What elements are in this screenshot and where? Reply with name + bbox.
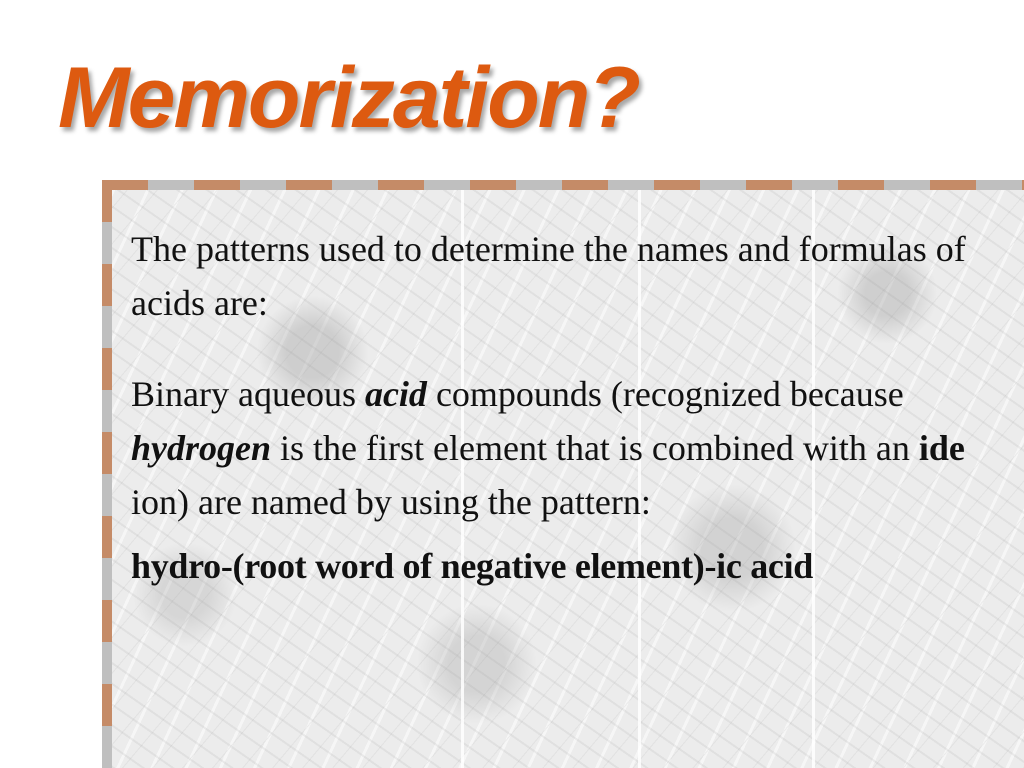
emphasis-ide: ide (918, 428, 965, 468)
content-body (131, 222, 1016, 593)
text-span: Binary aqueous (131, 374, 365, 414)
emphasis-acid: acid (364, 374, 427, 414)
slide-title: Memorization? (58, 50, 639, 146)
text-span: compounds (recognized because (426, 374, 904, 414)
frame-border-top (102, 180, 1024, 190)
binary-acid-paragraph (131, 367, 1016, 529)
emphasis-hydrogen: hydrogen (131, 428, 272, 468)
text-span: ion) are named by using the pattern: (131, 482, 651, 522)
naming-pattern: hydro-(root word of negative element)-ic acid (131, 546, 814, 586)
text-span: is the first element that is combined with an (271, 428, 919, 468)
intro-paragraph: The patterns used to determine the names and formulas of acids are: (131, 229, 966, 323)
frame-border-left (102, 180, 112, 768)
